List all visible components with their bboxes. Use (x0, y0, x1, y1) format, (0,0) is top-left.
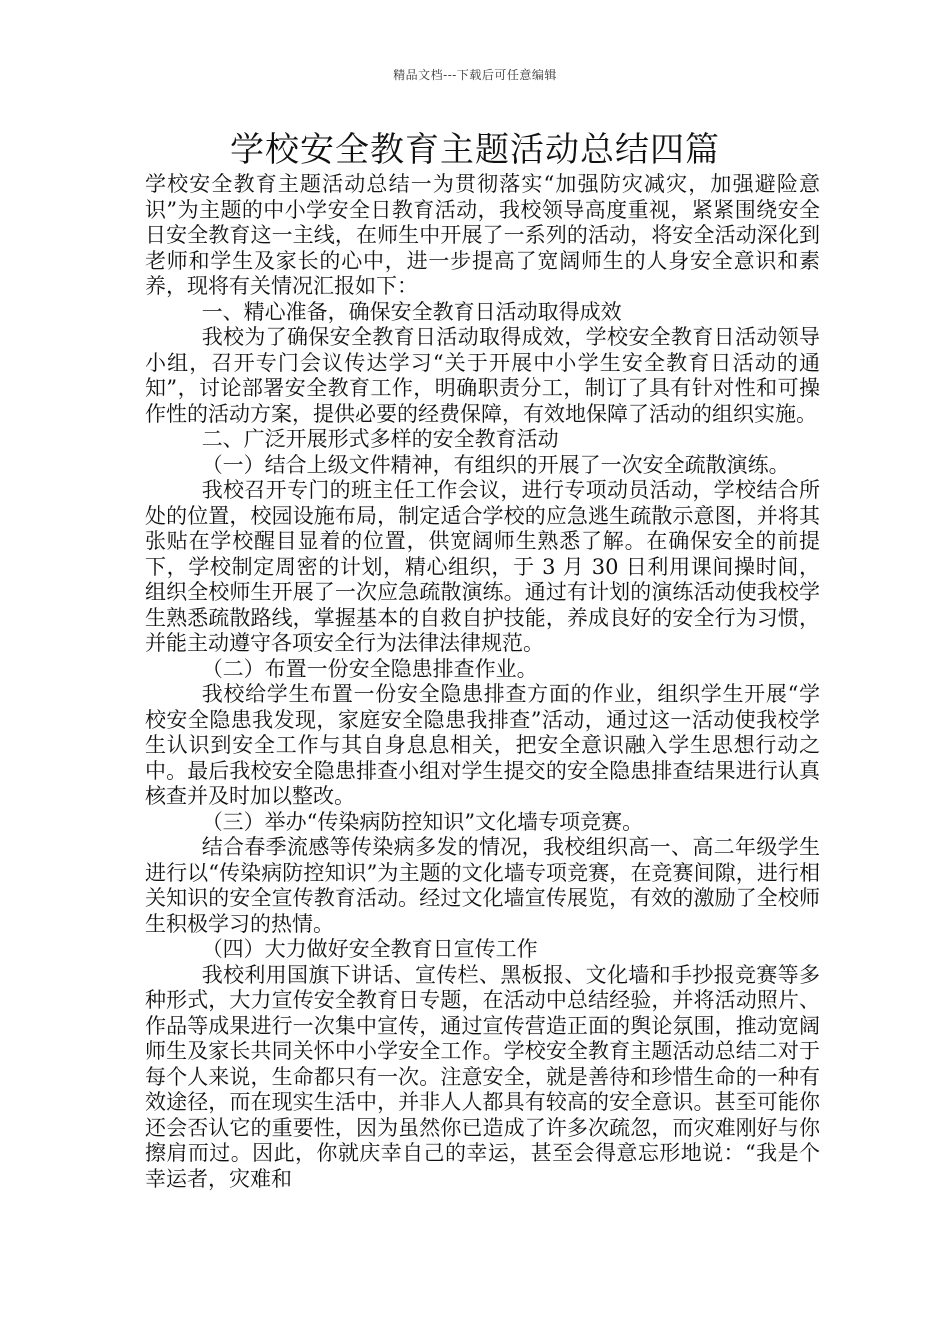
page-header-note: 精品文档---下载后可任意编辑 (393, 68, 557, 82)
subsection-heading: （三）举办“传染病防控知识”文化墙专项竞赛。 (201, 809, 644, 834)
subsection-heading: （四）大力做好安全教育日宣传工作 (201, 937, 538, 961)
paragraph: 我校利用国旗下讲话、宣传栏、黑板报、文化墙和手抄报竞赛等多种形式，大力宣传安全教育日专题，在活动中总结经验，并将活动照片、作品等成果进行一次集中宣传，通过宣传营造正面的舆论氛围，推动宽阔师生及家长共同关怀中小学安全工作。学校安全教育主题活动总结二对于每个人来说，生命都只有一次。注意安全，就是善待和珍惜生命的一种有效途径，而在现实生活中，并非人人都具有较高的安全意识。甚至可能你还会否认它的重要性，因为虽然你已造成了许多次疏忽，而灾难刚好与你擦肩而过。因此，你就庆幸自己的幸运，甚至会得意忘形地说：“我是个幸运者，灾难和 (145, 962, 820, 1191)
section-heading: 一、精心准备，确保安全教育日活动取得成效 (201, 299, 622, 324)
section-heading: 二、广泛开展形式多样的安全教育活动 (201, 427, 559, 451)
document-body (145, 172, 820, 1192)
subsection-heading: （二）布置一份安全隐患排查作业。 (201, 656, 538, 681)
paragraph: 结合春季流感等传染病多发的情况，我校组织高一、高二年级学生进行以“传染病防控知识”为主题的文化墙专项竞赛，在竞赛间隙，进行相关知识的安全宣传教育活动。经过文化墙宣传展览，有效的激励了全校师生积极学习的热情。 (145, 835, 820, 936)
document-title: 学校安全教育主题活动总结四篇 (230, 130, 720, 170)
paragraph: 学校安全教育主题活动总结一为贯彻落实“加强防灾减灾，加强避险意识”为主题的中小学安全日教育活动，我校领导高度重视，紧紧围绕安全日安全教育这一主线，在师生中开展了一系列的活动，将安全活动深化到老师和学生及家长的心中，进一步提高了宽阔师生的人身安全意识和素养，现将有关情况汇报如下： (145, 172, 820, 298)
paragraph: 我校给学生布置一份安全隐患排查方面的作业，组织学生开展“学校安全隐患我发现，家庭安全隐患我排查”活动，通过这一活动使我校学生认识到安全工作与其自身息息相关，把安全意识融入学生思想行动之中。最后我校安全隐患排查小组对学生提交的安全隐患排查结果进行认真核查并及时加以整改。 (145, 682, 820, 808)
paragraph: 我校为了确保安全教育日活动取得成效，学校安全教育日活动领导小组，召开专门会议传达学习“关于开展中小学生安全教育日活动的通知”，讨论部署安全教育工作，明确职责分工，制订了具有针对性和可操作性的活动方案，提供必要的经费保障，有效地保障了活动的组织实施。 (145, 325, 820, 426)
paragraph: 我校召开专门的班主任工作会议，进行专项动员活动，学校结合所处的位置，校园设施布局，制定适合学校的应急逃生疏散示意图，并将其张贴在学校醒目显着的位置，供宽阔师生熟悉了解。在确保安全的前提下，学校制定周密的计划，精心组织，于 3 月 30 日利用课间操时间，组织全校师生开展了一次应急疏散演练。通过有计划的演练活动使我校学生熟悉疏散路线，掌握基本的自救自护技能，养成良好的安全行为习惯，并能主动遵守各项安全行为法律法律规范。 (145, 478, 820, 655)
subsection-heading: （一）结合上级文件精神，有组织的开展了一次安全疏散演练。 (201, 452, 790, 477)
